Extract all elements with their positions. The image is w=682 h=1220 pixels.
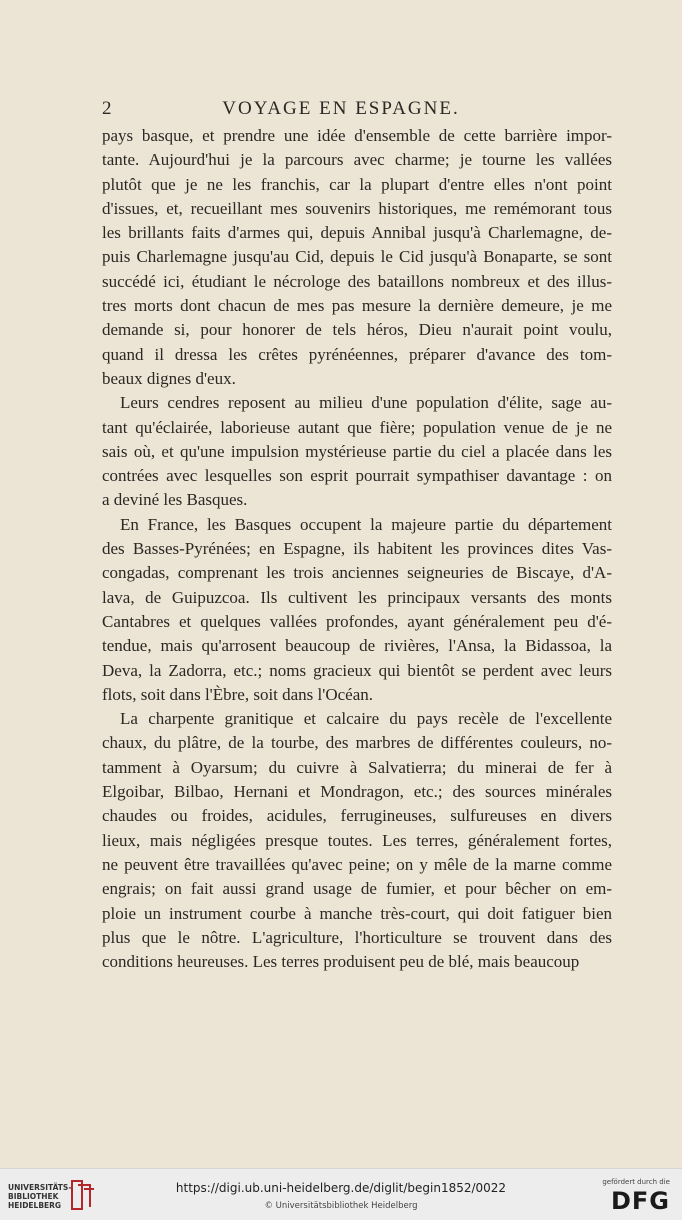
text-line: Leurs cendres reposent au milieu d'une population d'élite, sage au- bbox=[120, 393, 612, 413]
text-line: Deva, la Zadorra, etc.; noms gracieux qui bientôt se perdent avec leurs bbox=[102, 660, 612, 680]
text-line: plus que le nôtre. L'agriculture, l'horticulture se trouvent dans des bbox=[102, 927, 612, 947]
text-line: quand il dressa les crêtes pyrénéennes, préparer d'avance des tom- bbox=[102, 344, 612, 364]
text-line: d'issues, et, recueillant mes souvenirs historiques, me remémorant tous bbox=[102, 198, 612, 218]
text-line: chaux, du plâtre, de la tourbe, des marbres de différentes couleurs, no- bbox=[102, 733, 612, 753]
text-line: demande si, pour honorer de tels héros, Dieu n'aurait point voulu, bbox=[102, 320, 612, 340]
text-line: plutôt que je ne les franchis, car la plupart d'entre elles n'ont point bbox=[102, 174, 612, 194]
body-text bbox=[102, 124, 612, 974]
text-line: Cantabres et quelques vallées profondes, ayant généralement peu d'é- bbox=[102, 611, 612, 631]
text-line: ploie un instrument courbe à manche très-court, qui doit fatiguer bien bbox=[102, 903, 612, 923]
text-line: La charpente granitique et calcaire du pays recèle de l'excellente bbox=[120, 709, 612, 729]
text-line: des Basses-Pyrénées; en Espagne, ils habitent les provinces dites Vas- bbox=[102, 539, 612, 559]
page-number: 2 bbox=[102, 98, 114, 119]
library-name-line: UNIVERSITÄTS- bbox=[8, 1183, 72, 1192]
text-line: beaux dignes d'eux. bbox=[102, 368, 236, 388]
text-line: congadas, comprenant les trois anciennes seigneuries de Biscaye, d'A- bbox=[102, 563, 612, 583]
paragraph bbox=[102, 707, 612, 974]
text-line: succédé ici, étudiant le nécrologe des bataillons nombreux et des illus- bbox=[102, 271, 612, 291]
text-line: tamment à Oyarsum; du cuivre à Salvatierra; du minerai de fer à bbox=[102, 757, 612, 777]
text-line: contrées avec lesquelles son esprit pourrait sympathiser davantage : on bbox=[102, 466, 612, 486]
text-line: pays basque, et prendre une idée d'ensemble de cette barrière impor- bbox=[102, 126, 612, 145]
text-line: tant qu'éclairée, laborieuse autant que fière; population venue de je ne bbox=[102, 417, 612, 437]
viewer-footer bbox=[0, 1168, 682, 1220]
text-line: lava, de Guipuzcoa. Ils cultivent les principaux versants des monts bbox=[102, 587, 612, 607]
text-line: les brillants faits d'armes qui, depuis Annibal jusqu'à Charlemagne, de- bbox=[102, 223, 612, 243]
text-line: chaudes ou froides, acidules, ferrugineuses, sulfureuses en divers bbox=[102, 806, 612, 826]
running-title: VOYAGE EN ESPAGNE. bbox=[222, 98, 460, 119]
text-line: puis Charlemagne jusqu'au Cid, depuis le Cid jusqu'à Bonaparte, se sont bbox=[102, 247, 612, 267]
text-line: a deviné les Basques. bbox=[102, 490, 248, 510]
text-line: tendue, mais qu'arrosent beaucoup de rivières, l'Ansa, la Bidassoa, la bbox=[102, 636, 612, 656]
text-line: tante. Aujourd'hui je la parcours avec charme; je tourne les vallées bbox=[102, 150, 612, 170]
text-line: tres morts dont chacun de mes pas mesure la dernière demeure, je me bbox=[102, 296, 612, 316]
paragraph bbox=[102, 391, 612, 512]
paragraph bbox=[102, 124, 612, 391]
paragraph bbox=[102, 513, 612, 707]
text-line: lieux, mais négligées presque toutes. Les terres, généralement fortes, bbox=[102, 830, 612, 850]
page-header bbox=[0, 98, 682, 124]
library-name-line: BIBLIOTHEK bbox=[8, 1192, 59, 1201]
library-name-line: HEIDELBERG bbox=[8, 1201, 62, 1210]
text-line: conditions heureuses. Les terres produisent peu de blé, mais beaucoup bbox=[102, 952, 580, 972]
text-line: flots, soit dans l'Èbre, soit dans l'Océan. bbox=[102, 684, 373, 704]
permalink-url[interactable]: https://digi.ub.uni-heidelberg.de/diglit/begin1852/0022 bbox=[175, 1181, 507, 1195]
text-line: Elgoibar, Bilbao, Hernani et Mondragon, etc.; des sources minérales bbox=[102, 782, 612, 802]
text-line: ne peuvent être travaillées qu'avec peine; on y mêle de la marne comme bbox=[102, 854, 612, 874]
funded-by-label: gefördert durch die bbox=[602, 1178, 670, 1186]
text-line: engrais; on fait aussi grand usage de fumier, et pour bêcher on em- bbox=[102, 879, 612, 899]
dfg-logo: DFG bbox=[610, 1187, 670, 1215]
copyright-notice: © Universitätsbibliothek Heidelberg bbox=[264, 1201, 418, 1211]
text-line: sais où, et qu'une impulsion mystérieuse partie du ciel a placée dans les bbox=[102, 441, 612, 461]
text-line: En France, les Basques occupent la majeure partie du département bbox=[120, 514, 612, 534]
